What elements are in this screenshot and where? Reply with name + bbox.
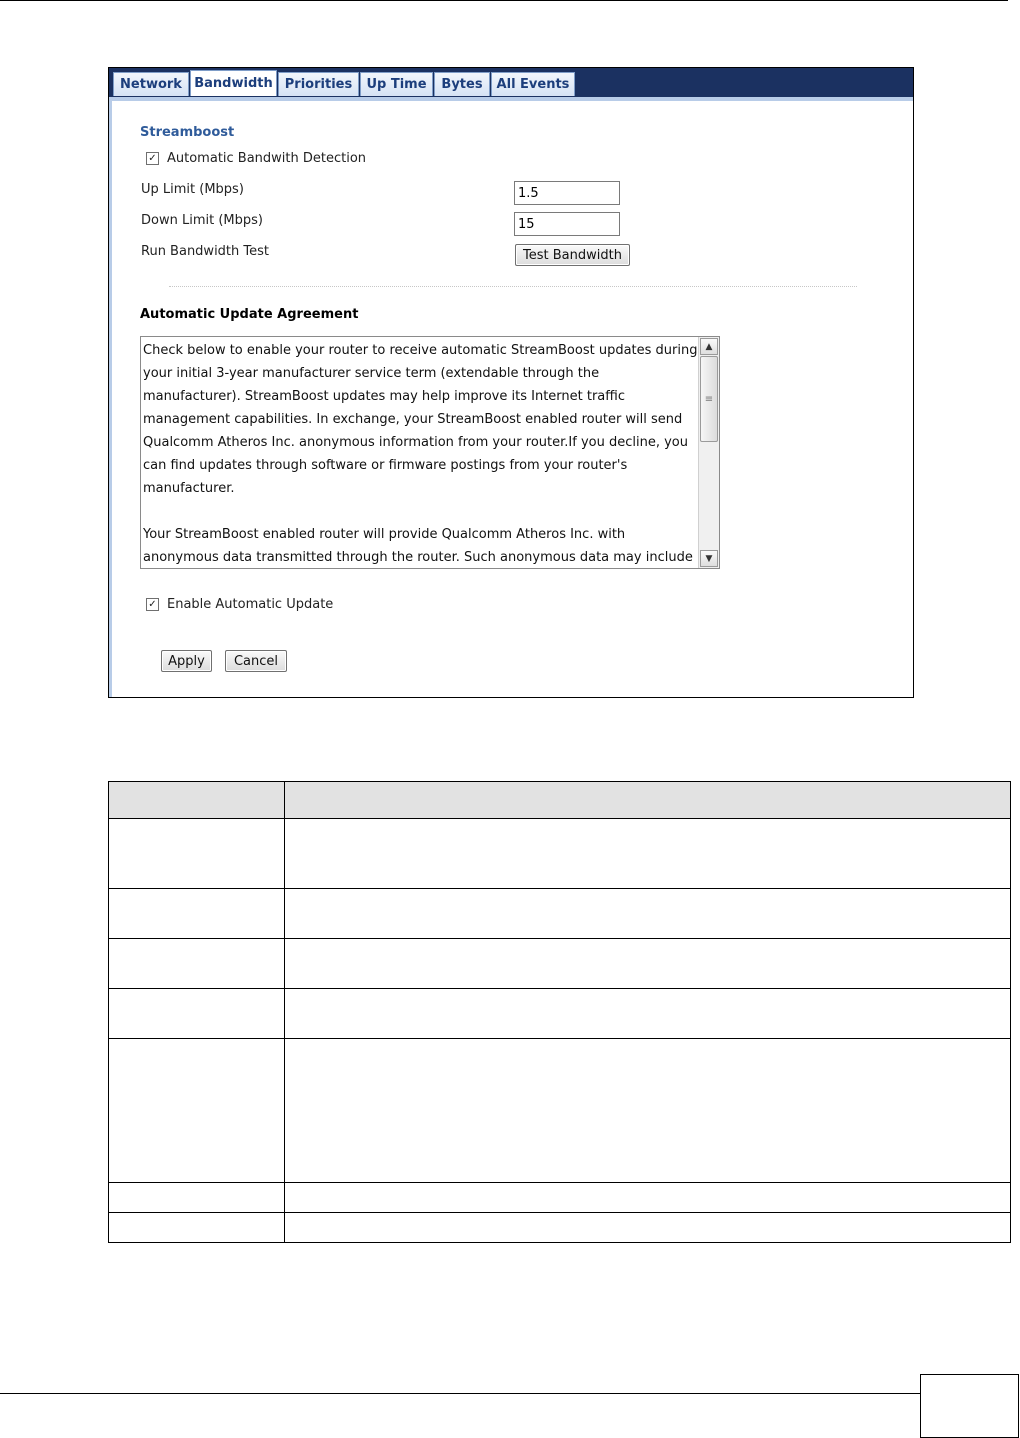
tab-bandwidth[interactable]: Bandwidth — [190, 70, 277, 96]
footer-rule — [0, 1393, 920, 1394]
top-rule — [0, 0, 1008, 1]
table-cell — [109, 889, 285, 939]
table-cell — [109, 819, 285, 889]
table-row — [109, 1183, 1011, 1213]
table-row — [109, 1039, 1011, 1183]
table-cell — [285, 1213, 1011, 1243]
table-cell — [285, 1183, 1011, 1213]
scroll-thumb[interactable] — [700, 356, 718, 442]
content-left-rule — [109, 101, 112, 697]
test-bandwidth-button[interactable]: Test Bandwidth — [515, 244, 630, 266]
agreement-text — [143, 339, 699, 569]
agreement-paragraph-2: Your StreamBoost enabled router will provide Qualcomm Atheros Inc. with anonymous data transmitted through the router. Such anonymous data may include — [143, 527, 693, 565]
grip-icon: ≡ — [704, 393, 714, 405]
chevron-down-icon: ▼ — [705, 553, 713, 564]
tab-bytes[interactable]: Bytes — [434, 72, 490, 96]
table-cell — [109, 1183, 285, 1213]
table-header-cell — [109, 782, 285, 819]
description-table — [108, 781, 1011, 1243]
table-header-cell — [285, 782, 1011, 819]
table-row — [109, 819, 1011, 889]
cancel-button[interactable]: Cancel — [225, 650, 287, 672]
auto-detect-label: Automatic Bandwith Detection — [167, 151, 367, 166]
table-cell — [285, 1039, 1011, 1183]
table-row — [109, 989, 1011, 1039]
tab-priorities[interactable]: Priorities — [278, 72, 359, 96]
apply-button[interactable]: Apply — [161, 650, 212, 672]
table-row — [109, 1213, 1011, 1243]
check-icon: ✓ — [148, 598, 157, 610]
table-row — [109, 939, 1011, 989]
enable-update-checkbox[interactable] — [146, 598, 159, 611]
enable-update-row — [146, 597, 333, 612]
page-number-box — [920, 1374, 1019, 1438]
bandwidth-test-label: Run Bandwidth Test — [141, 244, 270, 259]
table-cell — [285, 819, 1011, 889]
down-limit-input[interactable] — [514, 212, 620, 236]
agreement-paragraph-1: Check below to enable your router to receive automatic StreamBoost updates during your initial 3-year manufacturer service term (extendable through the manufacturer). StreamBoost updates may help improve its Internet traffic management capabilities. In exchange, your StreamBoost enabled router will send Qualcomm Atheros Inc. anonymous information from your router.If you decline, you can find updates through software or firmware postings from your router's manufacturer. — [143, 343, 698, 496]
bandwidth-screenshot-panel — [108, 67, 914, 698]
tab-bar — [109, 68, 913, 101]
tab-all-events[interactable]: All Events — [491, 72, 575, 96]
tab-network[interactable]: Network — [113, 72, 189, 96]
table-cell — [109, 1039, 285, 1183]
tab-up-time[interactable]: Up Time — [360, 72, 433, 96]
agreement-textarea[interactable] — [140, 336, 720, 569]
table-header-row — [109, 782, 1011, 819]
agreement-title: Automatic Update Agreement — [140, 307, 359, 322]
agreement-scrollbar[interactable] — [698, 337, 719, 568]
table-cell — [285, 989, 1011, 1039]
scroll-down-button[interactable] — [700, 550, 718, 567]
streamboost-title: Streamboost — [140, 125, 235, 140]
up-limit-label: Up Limit (Mbps) — [141, 182, 244, 197]
table-cell — [285, 889, 1011, 939]
down-limit-label: Down Limit (Mbps) — [141, 213, 263, 228]
scroll-up-button[interactable] — [700, 338, 718, 355]
chevron-up-icon: ▲ — [705, 341, 713, 352]
check-icon: ✓ — [148, 152, 157, 164]
auto-detect-checkbox[interactable] — [146, 152, 159, 165]
table-cell — [109, 1213, 285, 1243]
up-limit-input[interactable] — [514, 181, 620, 205]
table-cell — [109, 989, 285, 1039]
table-cell — [285, 939, 1011, 989]
table-cell — [109, 939, 285, 989]
table-row — [109, 889, 1011, 939]
enable-update-label: Enable Automatic Update — [167, 597, 334, 612]
section-divider — [169, 286, 857, 287]
auto-detect-row — [146, 151, 366, 166]
